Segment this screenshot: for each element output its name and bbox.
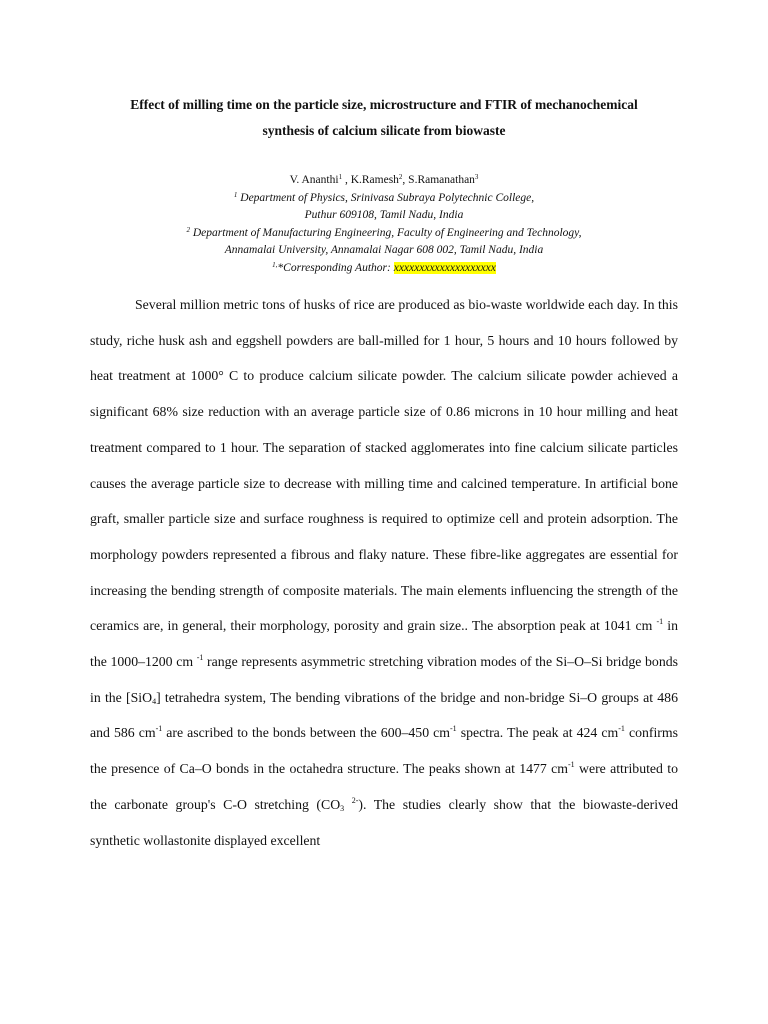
affiliation-1-line-2: Puthur 609108, Tamil Nadu, India xyxy=(304,209,464,221)
superscript: -1 xyxy=(155,724,163,734)
affiliation-text: Department of Manufacturing Engineering, Faculty of Engineering and Technology, xyxy=(190,226,582,239)
affiliation-sup: 1 xyxy=(233,190,238,199)
subscript: 3 xyxy=(340,803,345,813)
abstract-text: ] tetrahedra system, The bending vibrations of the bridge and non-bridge Si–O groups at 486 and 586 cm xyxy=(90,689,678,741)
affiliation-text: Department of Physics, Srinivasa Subraya Polytechnic College, xyxy=(237,191,535,204)
affiliation-sup: 2 xyxy=(186,225,190,234)
author-sup: 2 xyxy=(398,173,403,181)
author-name: V. Ananthi xyxy=(289,174,339,186)
superscript: -1 xyxy=(196,653,204,663)
abstract-text: are ascribed to the bonds between the 600–450 cm xyxy=(162,725,450,741)
affiliation-2-line-2: Annamalai University, Annamalai Nagar 608 002, Tamil Nadu, India xyxy=(224,244,544,256)
superscript: -1 xyxy=(618,724,625,734)
abstract-text: range represents asymmetric stretching vibration modes of the Si–O–Si bridge bonds in the [SiO xyxy=(90,654,678,705)
author-list xyxy=(90,172,678,190)
author-sup: 1 xyxy=(338,173,343,181)
corresponding-label: *Corresponding Author: xyxy=(277,261,394,274)
author-name: , S.Ramanathan xyxy=(402,174,475,186)
paper-title xyxy=(90,92,678,144)
author-block xyxy=(90,172,678,277)
abstract-text: Several million metric tons of husks of rice are produced as bio-waste worldwide each day. In this study, riche husk ash and eggshell powders are ball-milled for 1 hour, 5 hours and 10 hours followed by heat treatment at 1000° C to produce calcium silicate powder. The calcium silicate powder achieved a significant 68% size reduction with an average particle size of 0.86 microns in 10 hour milling and heat treatment compared to 1 hour. The separation of stacked agglomerates into fine calcium silicate particles causes the average particle size to decrease with milling time and calcined temperature. In artificial bone graft, smaller particle size and surface roughness is required to optimize cell and protein adsorption. The morphology powders represented a fibrous and flaky nature. These fibre-like aggregates are essential for increasing the bending strength of composite materials. The main elements influencing the strength of the ceramics are, in general, their morphology, porosity and grain size.. The absorption peak at 1041 cm xyxy=(90,297,678,634)
author-name: , K.Ramesh xyxy=(342,174,399,186)
corresponding-email: xxxxxxxxxxxxxxxxxxxx xyxy=(393,261,496,274)
corresponding-author xyxy=(90,260,678,278)
abstract-text: ). The studies clearly show that the biowaste-derived synthetic wollastonite displayed excellent xyxy=(90,796,678,848)
title-line-1: Effect of milling time on the particle size, microstructure and FTIR of mechanochemical xyxy=(130,97,638,112)
title-line-2: synthesis of calcium silicate from biowaste xyxy=(262,123,506,138)
abstract-text: confirms the presence of Ca–O bonds in the octahedra structure. The peaks shown at 1477 cm xyxy=(90,725,678,777)
subscript: 4 xyxy=(152,696,157,706)
corresponding-sup: 1, xyxy=(272,260,278,269)
abstract-paragraph xyxy=(90,287,678,858)
author-sup: 3 xyxy=(474,173,479,181)
superscript: -1 xyxy=(450,724,457,734)
superscript: -1 xyxy=(568,760,575,770)
superscript: 2- xyxy=(351,795,359,805)
abstract-text: were attributed to the carbonate group's C-O stretching (CO xyxy=(90,761,678,812)
superscript: -1 xyxy=(656,617,664,627)
affiliation-2-line-1 xyxy=(90,225,678,243)
abstract-text xyxy=(344,797,352,812)
affiliation-1-line-1 xyxy=(90,190,678,208)
abstract-text: spectra. The peak at 424 cm xyxy=(456,725,619,741)
abstract-text: in the 1000–1200 cm xyxy=(90,618,678,670)
